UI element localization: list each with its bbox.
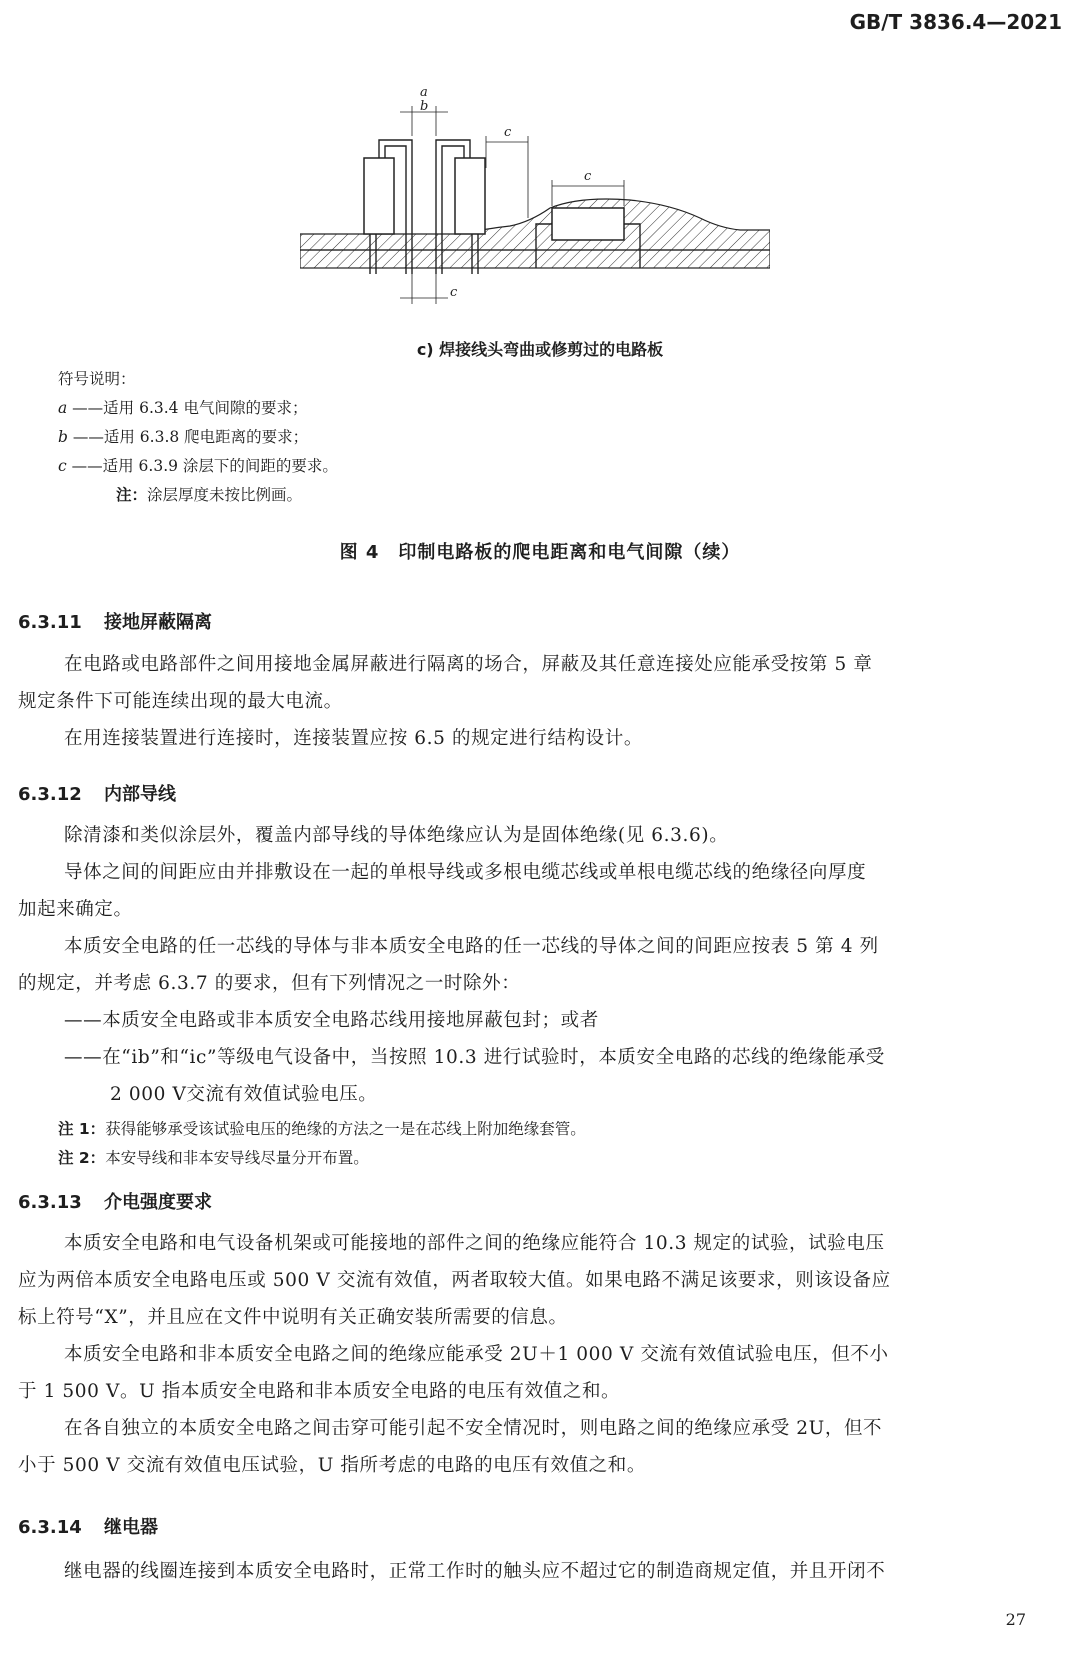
- section-heading-6-3-13: 6.3.13 介电强度要求: [18, 1192, 212, 1213]
- pcb-creepage-figure: [300, 78, 770, 338]
- section-heading-6-3-14: 6.3.14 继电器: [18, 1517, 158, 1538]
- figure-subcaption: c) 焊接线头弯曲或修剪过的电路板: [416, 340, 664, 359]
- figure-legend: [58, 365, 338, 504]
- embedded-component: [552, 208, 624, 240]
- page-number: 27: [1005, 1610, 1026, 1629]
- standard-number: GB/T 3836.4—2021: [849, 10, 1062, 34]
- section-6-3-12-note-2: 注 2：本安导线和非本安导线尽量分开布置。: [58, 1149, 369, 1167]
- section-heading-6-3-11: 6.3.11 接地屏蔽隔离: [18, 612, 212, 633]
- section-body-6-3-14: 继电器的线圈连接到本质安全电路时，正常工作时的触头应不超过它的制造商规定值，并且开闭不: [64, 1561, 886, 1582]
- dim-label-a: a: [420, 85, 428, 100]
- dim-label-c-mid: c: [584, 169, 592, 184]
- legend-item-c: c ——适用 6.3.9 涂层下的间距的要求。: [58, 457, 338, 475]
- legend-item-b: b ——适用 6.3.8 爬电距离的要求；: [58, 428, 309, 446]
- dim-label-b: b: [420, 99, 429, 114]
- section-heading-6-3-12: 6.3.12 内部导线: [18, 784, 176, 805]
- section-body-6-3-11: 在电路或电路部件之间用接地金属屏蔽进行隔离的场合，屏蔽及其任意连接处应能承受按第 5 章 规定条件下可能连续出现的最大电流。 在用连接装置进行连接时，连接装置应按 6.5 的规定进行结构设计。: [18, 654, 873, 749]
- figure-note: 注：涂层厚度未按比例画。: [116, 486, 303, 504]
- legend-title: 符号说明：: [58, 370, 136, 388]
- figure-title: 图 4 印制电路板的爬电距离和电气间隙（续）: [339, 542, 741, 563]
- section-6-3-12-note-1: 注 1：获得能够承受该试验电压的绝缘的方法之一是在芯线上附加绝缘套管。: [58, 1120, 586, 1138]
- dim-label-c-top: c: [504, 125, 512, 140]
- section-body-6-3-13: 本质安全电路和电气设备机架或可能接地的部件之间的绝缘应能符合 10.3 规定的试验，试验电压 应为两倍本质安全电路电压或 500 V 交流有效值，两者取较大值。如果电路不满足该要求，则该设备应 标上符号“X”，并且应在文件中说明有关正确安装所需要的信息。 本质安全电路和非本质安全电路之间的绝缘应能承受 2U＋1 000 V 交流有效值试验电压，但不小 于 1 500 V。U 指本质安全电路和非本质安全电路的电压有效值之和。 在各自独立的本质安全电路之间击穿可能引起不安全情况时，则电路之间的绝缘应承受 2U，但不 小于 500 V 交流有效值电压试验，U 指所考虑的电路的电压有效值之和。: [18, 1233, 891, 1476]
- component-right: [455, 158, 485, 234]
- section-body-6-3-12: 除清漆和类似涂层外，覆盖内部导线的导体绝缘应认为是固体绝缘(见 6.3.6)。 导体之间的间距应由并排敷设在一起的单根导线或多根电缆芯线或单根电缆芯线的绝缘径向厚度 加起来确定。 本质安全电路的任一芯线的导体与非本质安全电路的任一芯线的导体之间的间距应按表 5 第 4 列 的规定，并考虑 6.3.7 的要求，但有下列情况之一时除外： ——本质安全电路或非本质安全电路芯线用接地屏蔽包封；或者 ——在“ib”和“ic”等级电气设备中，当按照 10.3 进行试验时，本质安全电路的芯线的绝缘能承受 2 000 V交流有效值试验电压。: [18, 825, 885, 1105]
- dim-label-c-bottom: c: [450, 285, 458, 300]
- legend-item-a: a ——适用 6.3.4 电气间隙的要求；: [58, 399, 308, 417]
- component-left: [364, 158, 394, 234]
